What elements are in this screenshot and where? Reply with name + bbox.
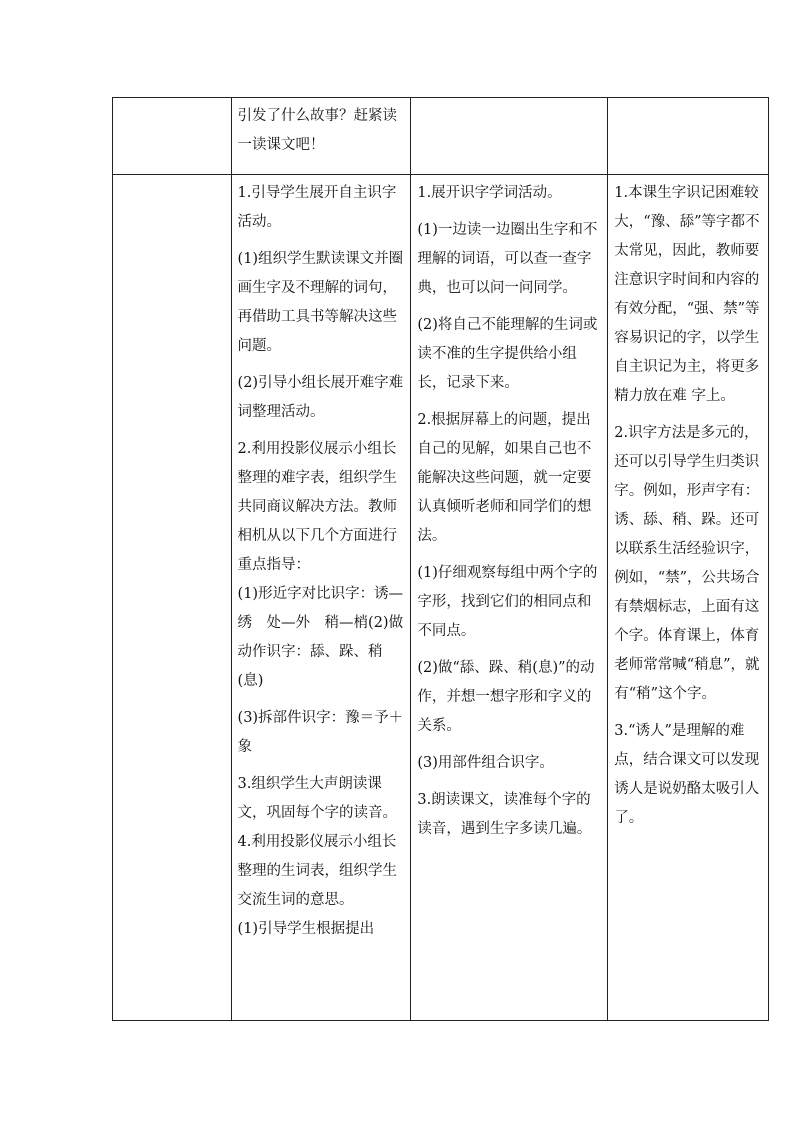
table-row <box>113 175 769 1021</box>
student-step-2-2: (2)做“舔、跺、稍(息)”的动作，并想一想字形和字义的关系。 <box>417 660 595 734</box>
student-step-2: 2.根据屏幕上的问题，提出自己的见解，如果自己也不能解决这些问题，就一定要认真倾听老师和同学们的想法。 <box>417 412 592 544</box>
teacher-step-2-1: (1)形近字对比识字：诱—绣 处—外 稍—梢(2)做动作识字：舔、跺、稍(息) <box>237 586 404 689</box>
student-step-2-3: (3)用部件组合识字。 <box>417 755 554 771</box>
notes-cell-empty <box>608 98 769 175</box>
teacher-step-1-1: (1)组织学生默读课文并圈画生字及不理解的词句，再借助工具书等解决这些问题。 <box>237 251 404 354</box>
student-activities-cell <box>411 175 608 1021</box>
student-step-1-1: (1)一边读一边圈出生字和不理解的词语，可以查一查字典，也可以问一问同学。 <box>417 222 598 296</box>
note-1: 1.本课生字识记困难较大，“豫、舔”等字都不太常见，因此，教师要注意识字时间和内容的有效分配，“强、禁”等容易识记的字，以学生自主识记为主，将更多精力放在难 字上。 <box>614 185 760 404</box>
teacher-step-1: 1.引导学生展开自主识字活动。 <box>237 185 397 230</box>
teacher-step-1-2: (2)引导小组长展开难字难词整理活动。 <box>237 375 404 420</box>
stage-cell-empty <box>113 175 232 1021</box>
teacher-text: 引发了什么故事？赶紧读一读课文吧！ <box>237 108 398 153</box>
student-step-3: 3.朗读课文，读准每个字的读音，遇到生字多读几遍。 <box>417 792 592 837</box>
student-step-1-2: (2)将自己不能理解的生词或读不准的生字提供给小组长，记录下来。 <box>417 317 598 391</box>
teacher-cell <box>231 98 411 175</box>
teacher-activities-cell <box>231 175 411 1021</box>
student-step-2-1: (1)仔细观察每组中两个字的字形，找到它们的相同点和不同点。 <box>417 565 598 639</box>
teacher-step-4-1: (1)引导学生根据提出 <box>237 921 375 937</box>
note-2: 2.识字方法是多元的，还可以引导学生归类识字。例如，形声字有：诱、舔、稍、跺。还可以联系生活经验识字，例如，“禁”，公共场合有禁烟标志，上面有这个字。体育课上，体育老师常常喊“稍息”，就有“稍”这个字。 <box>614 425 760 702</box>
teacher-step-2-3: (3)拆部件识字：豫＝予＋象 <box>237 710 404 755</box>
note-3: 3.“诱人”是理解的难点，结合课文可以发现诱人是说奶酪太吸引人了。 <box>614 723 760 826</box>
stage-cell-empty <box>113 98 232 175</box>
table-row <box>113 98 769 175</box>
teacher-step-4: 4.利用投影仪展示小组长整理的生词表，组织学生交流生词的意思。 <box>237 834 398 908</box>
teacher-step-2: 2.利用投影仪展示小组长整理的难字表，组织学生共同商议解决方法。教师相机从以下几个方面进行重点指导： <box>237 441 398 573</box>
lesson-plan-table <box>112 97 769 1021</box>
teacher-step-3: 3.组织学生大声朗读课文，巩固每个字的读音。 <box>237 776 398 821</box>
student-cell-empty <box>411 98 608 175</box>
student-step-1: 1.展开识字学词活动。 <box>417 185 562 201</box>
design-notes-cell <box>608 175 769 1021</box>
